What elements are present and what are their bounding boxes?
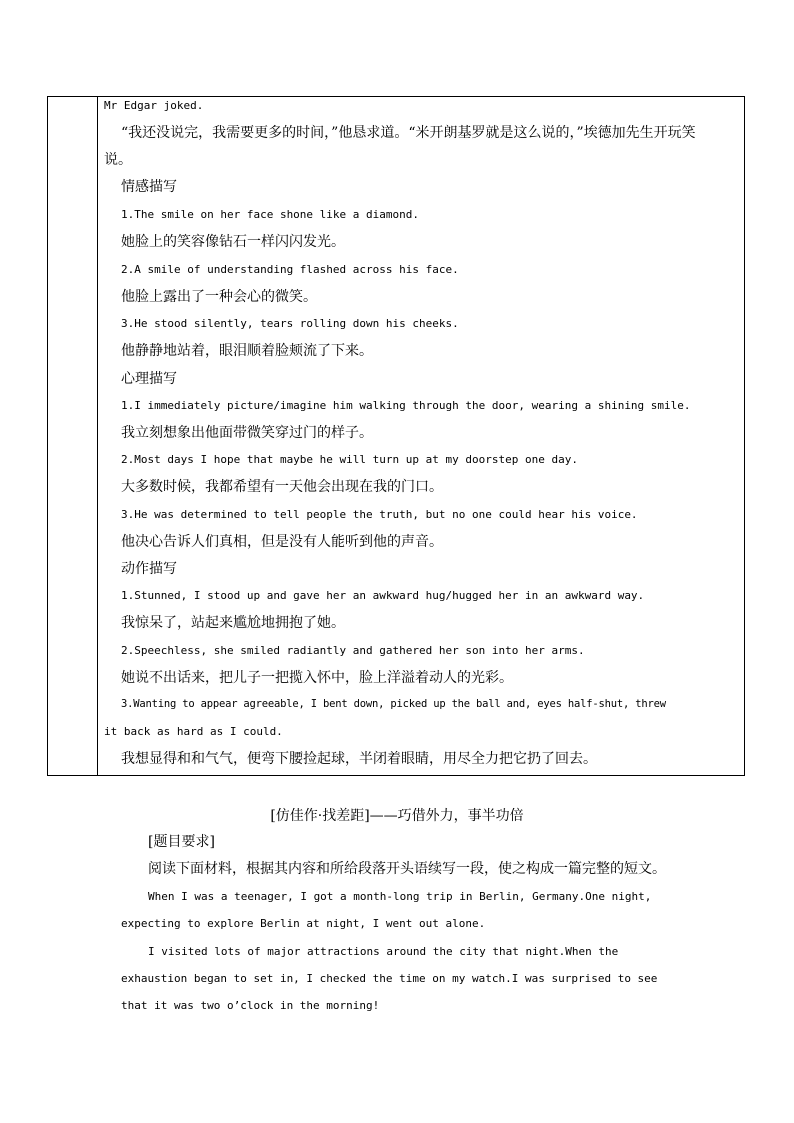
table-line: 3.He was determined to tell people the truth, but no one could hear his voice. — [121, 508, 638, 521]
table-left-column — [48, 97, 98, 775]
passage-line: I visited lots of major attractions around the city that night.When the — [148, 945, 619, 958]
instruction-text: 阅读下面材料，根据其内容和所给段落开头语续写一段，使之构成一篇完整的短文。 — [148, 861, 666, 877]
table-line: 3.He stood silently, tears rolling down his cheeks. — [121, 317, 459, 330]
requirement-label: [题目要求] — [148, 834, 215, 850]
table-line: 他静静地站着，眼泪顺着脸颊流了下来。 — [121, 343, 373, 359]
table-line: 她说不出话来，把儿子一把揽入怀中，脸上洋溢着动人的光彩。 — [121, 670, 513, 686]
passage-line: that it was two o’clock in the morning! — [121, 999, 380, 1012]
table-line: 2.Speechless, she smiled radiantly and gathered her son into her arms. — [121, 644, 585, 657]
table-line: 他决心告诉人们真相，但是没有人能听到他的声音。 — [121, 534, 443, 550]
table-line: 1.Stunned, I stood up and gave her an awkward hug/hugged her in an awkward way. — [121, 589, 645, 602]
table-line: 她脸上的笑容像钻石一样闪闪发光。 — [121, 234, 345, 250]
category-heading: 心理描写 — [121, 371, 177, 387]
table-line: 我想显得和和气气，便弯下腰捡起球，半闭着眼睛，用尽全力把它扔了回去。 — [121, 751, 597, 767]
section-title: [仿佳作·找差距]——巧借外力，事半功倍 — [270, 808, 524, 824]
passage-line: When I was a teenager, I got a month-long trip in Berlin, Germany.One night, — [148, 890, 652, 903]
table-line: 3.Wanting to appear agreeable, I bent down, picked up the ball and, eyes half-shut, threw — [121, 698, 666, 710]
table-line: 说。 — [104, 152, 132, 168]
table-line: 我立刻想象出他面带微笑穿过门的样子。 — [121, 425, 373, 441]
passage-line: exhaustion began to set in, I checked the time on my watch.I was surprised to see — [121, 972, 658, 985]
category-heading: 动作描写 — [121, 561, 177, 577]
table-line: 2.Most days I hope that maybe he will turn up at my doorstep one day. — [121, 453, 578, 466]
category-heading: 情感描写 — [121, 179, 177, 195]
table-line: 他脸上露出了一种会心的微笑。 — [121, 289, 317, 305]
table-line: 我惊呆了，站起来尴尬地拥抱了她。 — [121, 615, 345, 631]
table-line: 1.The smile on her face shone like a diamond. — [121, 208, 420, 221]
table-line: 1.I immediately picture/imagine him walking through the door, wearing a shining smile. — [121, 399, 691, 412]
table-line: Mr Edgar joked. — [104, 99, 204, 112]
passage-line: expecting to explore Berlin at night, I went out alone. — [121, 917, 486, 930]
table-line: 大多数时候，我都希望有一天他会出现在我的门口。 — [121, 479, 443, 495]
table-line: 2.A smile of understanding flashed across his face. — [121, 263, 459, 276]
table-line: “我还没说完，我需要更多的时间，”他恳求道。“米开朗基罗就是这么说的，”埃德加先生开玩笑 — [121, 125, 696, 141]
table-line: it back as hard as I could. — [104, 725, 283, 738]
